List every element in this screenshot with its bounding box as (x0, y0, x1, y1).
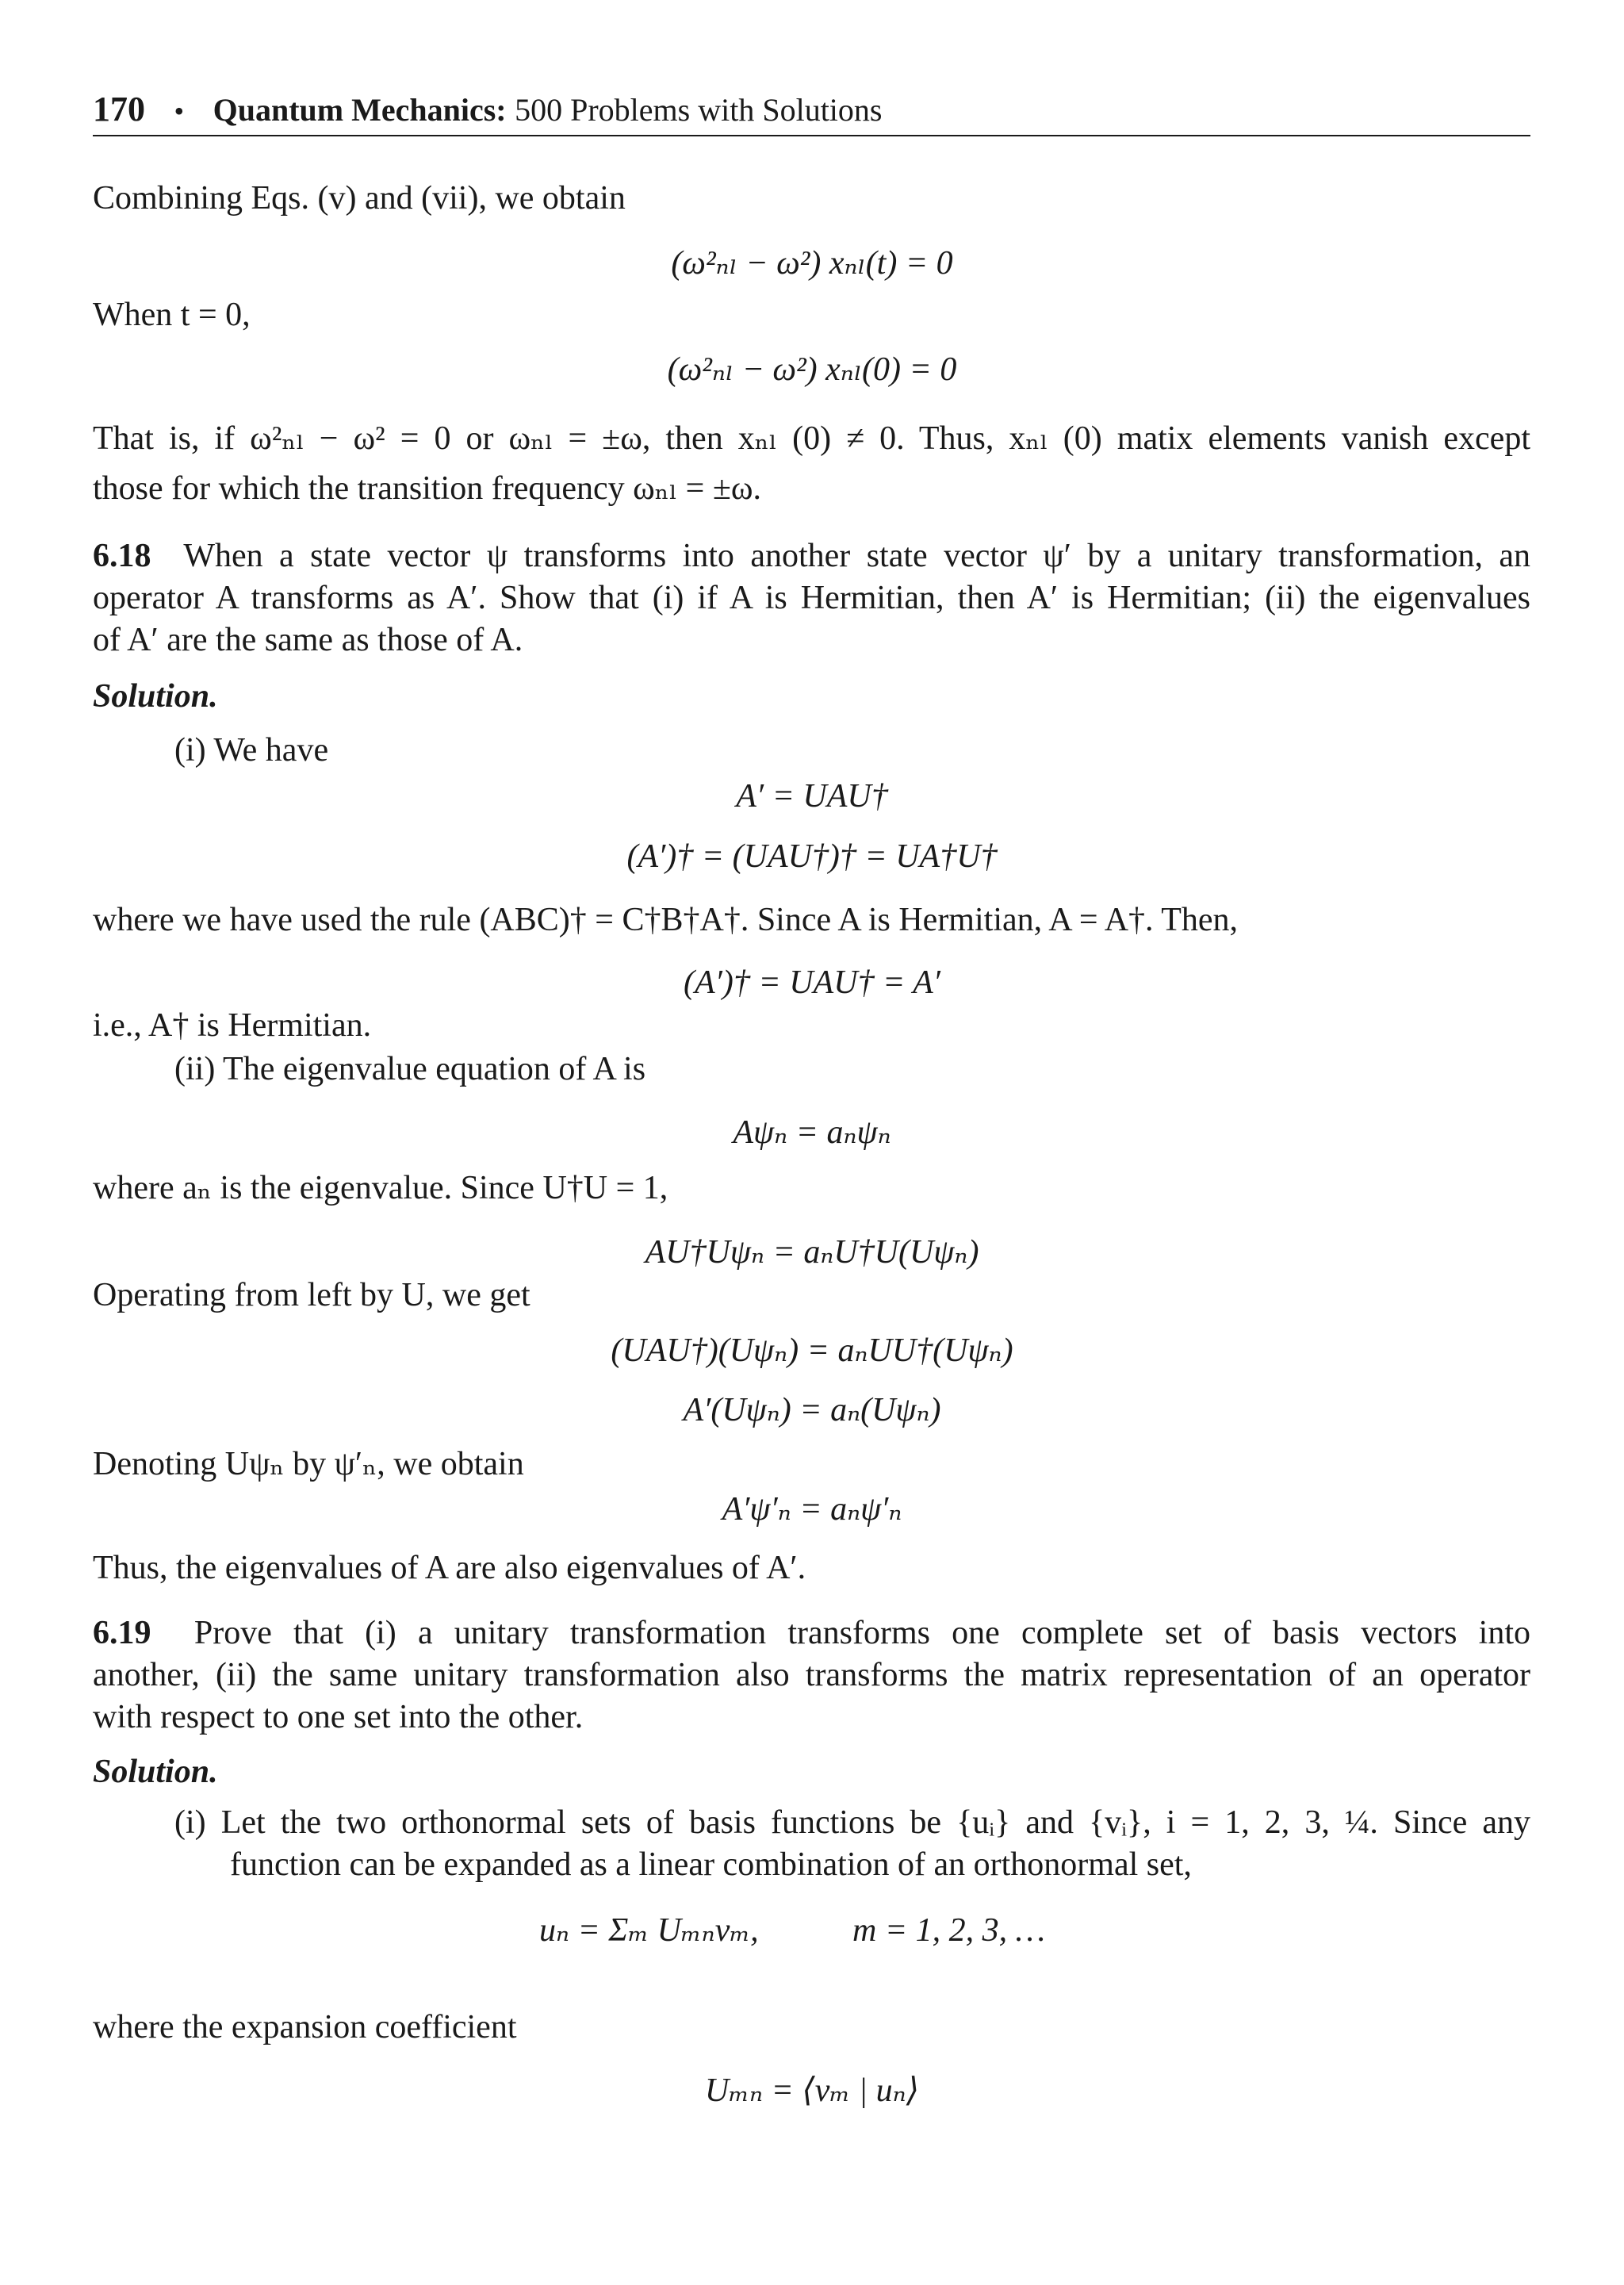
body-line: those for which the transition frequency ωₙₗ = ±ω. (93, 470, 762, 507)
body-line: Thus, the eigenvalues of A are also eigenvalues of A′. (93, 1550, 806, 1586)
paragraph-basis (174, 1802, 1530, 1886)
equation: Uₘₙ = ⟨vₘ | uₙ⟩ (704, 2072, 920, 2109)
equation: A′ = UAU† (736, 778, 888, 815)
page-number: 170 (93, 90, 145, 128)
equation: AU†Uψₙ = aₙU†U(Uψₙ) (645, 1234, 979, 1271)
body-line: where aₙ is the eigenvalue. Since U†U = 1, (93, 1170, 668, 1206)
equation: (ω²ₙₗ − ω²) xₙₗ(0) = 0 (667, 351, 957, 388)
equation: A′(Uψₙ) = aₙ(Uψₙ) (683, 1392, 941, 1428)
problem-6-19 (93, 1612, 1530, 1739)
book-subtitle: 500 Problems with Solutions (515, 92, 883, 128)
problem-text: with respect to one set into the other. (93, 1699, 584, 1735)
problem-number: 6.18 (93, 538, 151, 574)
header-rule (93, 135, 1530, 136)
body-line: That is, if ω²ₙₗ − ω² = 0 or ωₙₗ = ±ω, then xₙₗ (0) ≠ 0. Thus, xₙₗ (0) matix elements vanish except (93, 420, 1530, 457)
solution-heading: Solution. (93, 1754, 218, 1790)
solution-heading: Solution. (93, 678, 218, 715)
body-line: where the expansion coefficient (93, 2009, 517, 2045)
problem-text: another, (ii) the same unitary transformation also transforms the matrix representation of an operator (93, 1657, 1530, 1693)
equation: (UAU†)(Uψₙ) = aₙUU†(Uψₙ) (611, 1332, 1013, 1369)
equation: Aψₙ = aₙψₙ (733, 1114, 891, 1151)
book-title: Quantum Mechanics: (213, 92, 507, 128)
equation: (A′)† = UAU† = A′ (684, 964, 940, 1001)
equation: (A′)† = (UAU†)† = UA†U† (626, 838, 998, 875)
equation: (ω²ₙₗ − ω²) xₙₗ(t) = 0 (671, 245, 953, 282)
problem-text: When a state vector ψ transforms into another state vector ψ′ by a unitary transformation, an (183, 538, 1531, 574)
equation: uₙ = Σₘ Uₘₙvₘ, (539, 1912, 759, 1949)
body-line: (ii) The eigenvalue equation of A is (174, 1051, 646, 1087)
body-line: where we have used the rule (ABC)† = C†B†A†. Since A is Hermitian, A = A†. Then, (93, 902, 1239, 938)
problem-text: operator A transforms as A′. Show that (i) if A is Hermitian, then A′ is Hermitian; (ii) the eigenvalues (93, 580, 1530, 616)
header-bullet: • (174, 95, 185, 127)
problem-text: of A′ are the same as those of A. (93, 622, 523, 658)
problem-number: 6.19 (93, 1615, 151, 1651)
body-line: Combining Eqs. (v) and (vii), we obtain (93, 180, 626, 217)
problem-text: Prove that (i) a unitary transformation transforms one complete set of basis vectors into (193, 1615, 1530, 1651)
body-line: i.e., A† is Hermitian. (93, 1007, 372, 1044)
body-line: When t = 0, (93, 297, 251, 333)
paragraph-nonvanishing (93, 418, 1530, 510)
body-line: (i) Let the two orthonormal sets of basis functions be {uᵢ} and {vᵢ}, i = 1, 2, 3, ¼. Since any (174, 1804, 1530, 1841)
body-line: Denoting Uψₙ by ψ′ₙ, we obtain (93, 1446, 524, 1482)
body-line: function can be expanded as a linear combination of an orthonormal set, (230, 1846, 1192, 1883)
problem-6-18 (93, 535, 1530, 661)
running-header (93, 89, 883, 132)
body-line: Operating from left by U, we get (93, 1277, 530, 1313)
equation-range: m = 1, 2, 3, … (852, 1912, 1046, 1949)
equation: A′ψ′ₙ = aₙψ′ₙ (722, 1491, 902, 1528)
body-line: (i) We have (174, 732, 329, 769)
